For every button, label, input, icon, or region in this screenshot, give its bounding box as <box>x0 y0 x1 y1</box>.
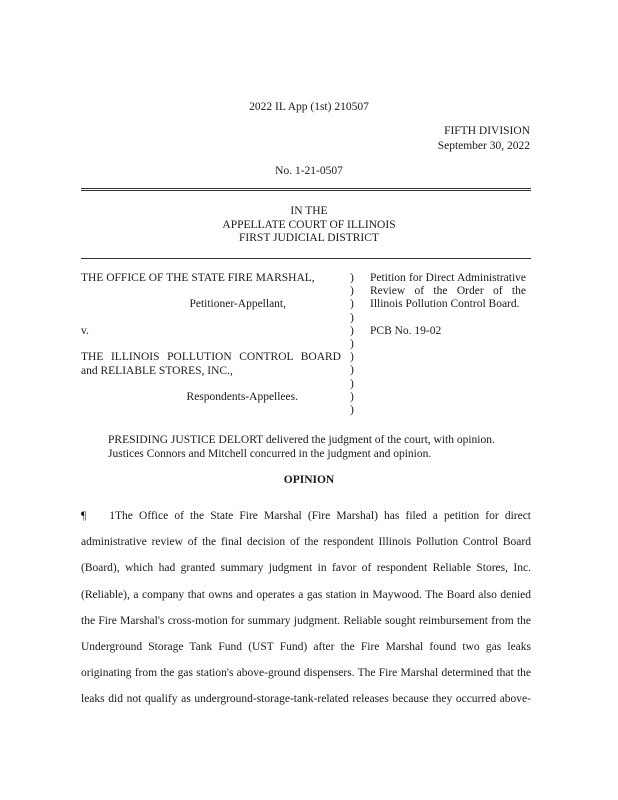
presiding-statement <box>108 434 538 461</box>
paragraph-line-3: (Board), which had granted summary judgment in favor of respondent Reliable Stores, Inc. <box>81 562 531 575</box>
paren-7: ) <box>350 351 354 364</box>
paragraph-line-1-text: The Office of the State Fire Marshal (Fire Marshal) has filed a petition for direct <box>115 510 531 522</box>
court-line-3: FIRST JUDICIAL DISTRICT <box>239 232 379 244</box>
court-line-2: APPELLATE COURT OF ILLINOIS <box>222 218 396 231</box>
case-citation: 2022 IL App (1st) 210507 <box>249 101 369 113</box>
respondent-line-2: and RELIABLE STORES, INC., <box>81 365 233 377</box>
petitioner-name: THE OFFICE OF THE STATE FIRE MARSHAL, <box>81 272 315 284</box>
paren-1: ) <box>350 272 354 284</box>
respondent-role: Respondents-Appellees. <box>186 391 298 403</box>
paragraph-line-1 <box>81 503 531 529</box>
presiding-line-1: PRESIDING JUSTICE DELORT delivered the judgment of the court, with opinion. <box>108 434 495 446</box>
paren-3: ) <box>350 298 354 311</box>
docket-number: No. 1-21-0507 <box>275 165 343 177</box>
paren-2: ) <box>350 285 354 298</box>
paren-5: ) <box>350 324 354 337</box>
paren-6: ) <box>350 338 354 351</box>
opinion-heading: OPINION <box>283 474 335 486</box>
court-line-1: IN THE <box>290 205 328 217</box>
paragraph-line-5: the Fire Marshal's cross-motion for summary judgment. Reliable sought reimbursement from the <box>81 614 531 627</box>
paragraph-line-6: Underground Storage Tank Fund (UST Fund) after the Fire Marshal found two gas leaks <box>81 641 531 654</box>
pcb-number: PCB No. 19-02 <box>370 325 442 337</box>
paren-9: ) <box>350 377 354 390</box>
petition-line-3: Illinois Pollution Control Board. <box>370 298 520 310</box>
decision-date: September 30, 2022 <box>437 140 530 152</box>
versus: v. <box>81 325 89 337</box>
rule-top-2 <box>81 190 531 191</box>
caption-parentheses <box>350 272 360 417</box>
respondent-line-1: THE ILLINOIS POLLUTION CONTROL BOARD <box>81 351 341 363</box>
paren-8: ) <box>350 364 354 377</box>
division-name: FIFTH DIVISION <box>444 125 530 137</box>
paragraph-1 <box>81 503 531 713</box>
paragraph-line-4: (Reliable), a company that owns and operates a gas station in Maywood. The Board also denied <box>81 588 531 601</box>
paren-4: ) <box>350 311 354 324</box>
petition-line-1: Petition for Direct Administrative <box>370 272 526 284</box>
petitioner-role: Petitioner-Appellant, <box>189 298 286 310</box>
paragraph-line-8: leaks did not qualify as underground-storage-tank-related releases because they occurred above- <box>81 693 531 706</box>
paragraph-line-2: administrative review of the final decision of the respondent Illinois Pollution Control Board <box>81 536 531 549</box>
presiding-line-2: Justices Connors and Mitchell concurred in the judgment and opinion. <box>108 447 432 460</box>
division-block <box>438 124 530 154</box>
rule-top-1 <box>81 188 531 189</box>
section-marker: ¶ 1 <box>81 510 115 522</box>
paren-11: ) <box>350 404 354 417</box>
rule-mid <box>81 258 531 259</box>
paren-10: ) <box>350 390 354 403</box>
court-heading <box>0 205 618 246</box>
petition-description <box>370 272 526 311</box>
paragraph-line-7: originating from the gas station's above-ground dispensers. The Fire Marshal determined that the <box>81 667 531 680</box>
petition-line-2: Review of the Order of the <box>370 285 526 297</box>
